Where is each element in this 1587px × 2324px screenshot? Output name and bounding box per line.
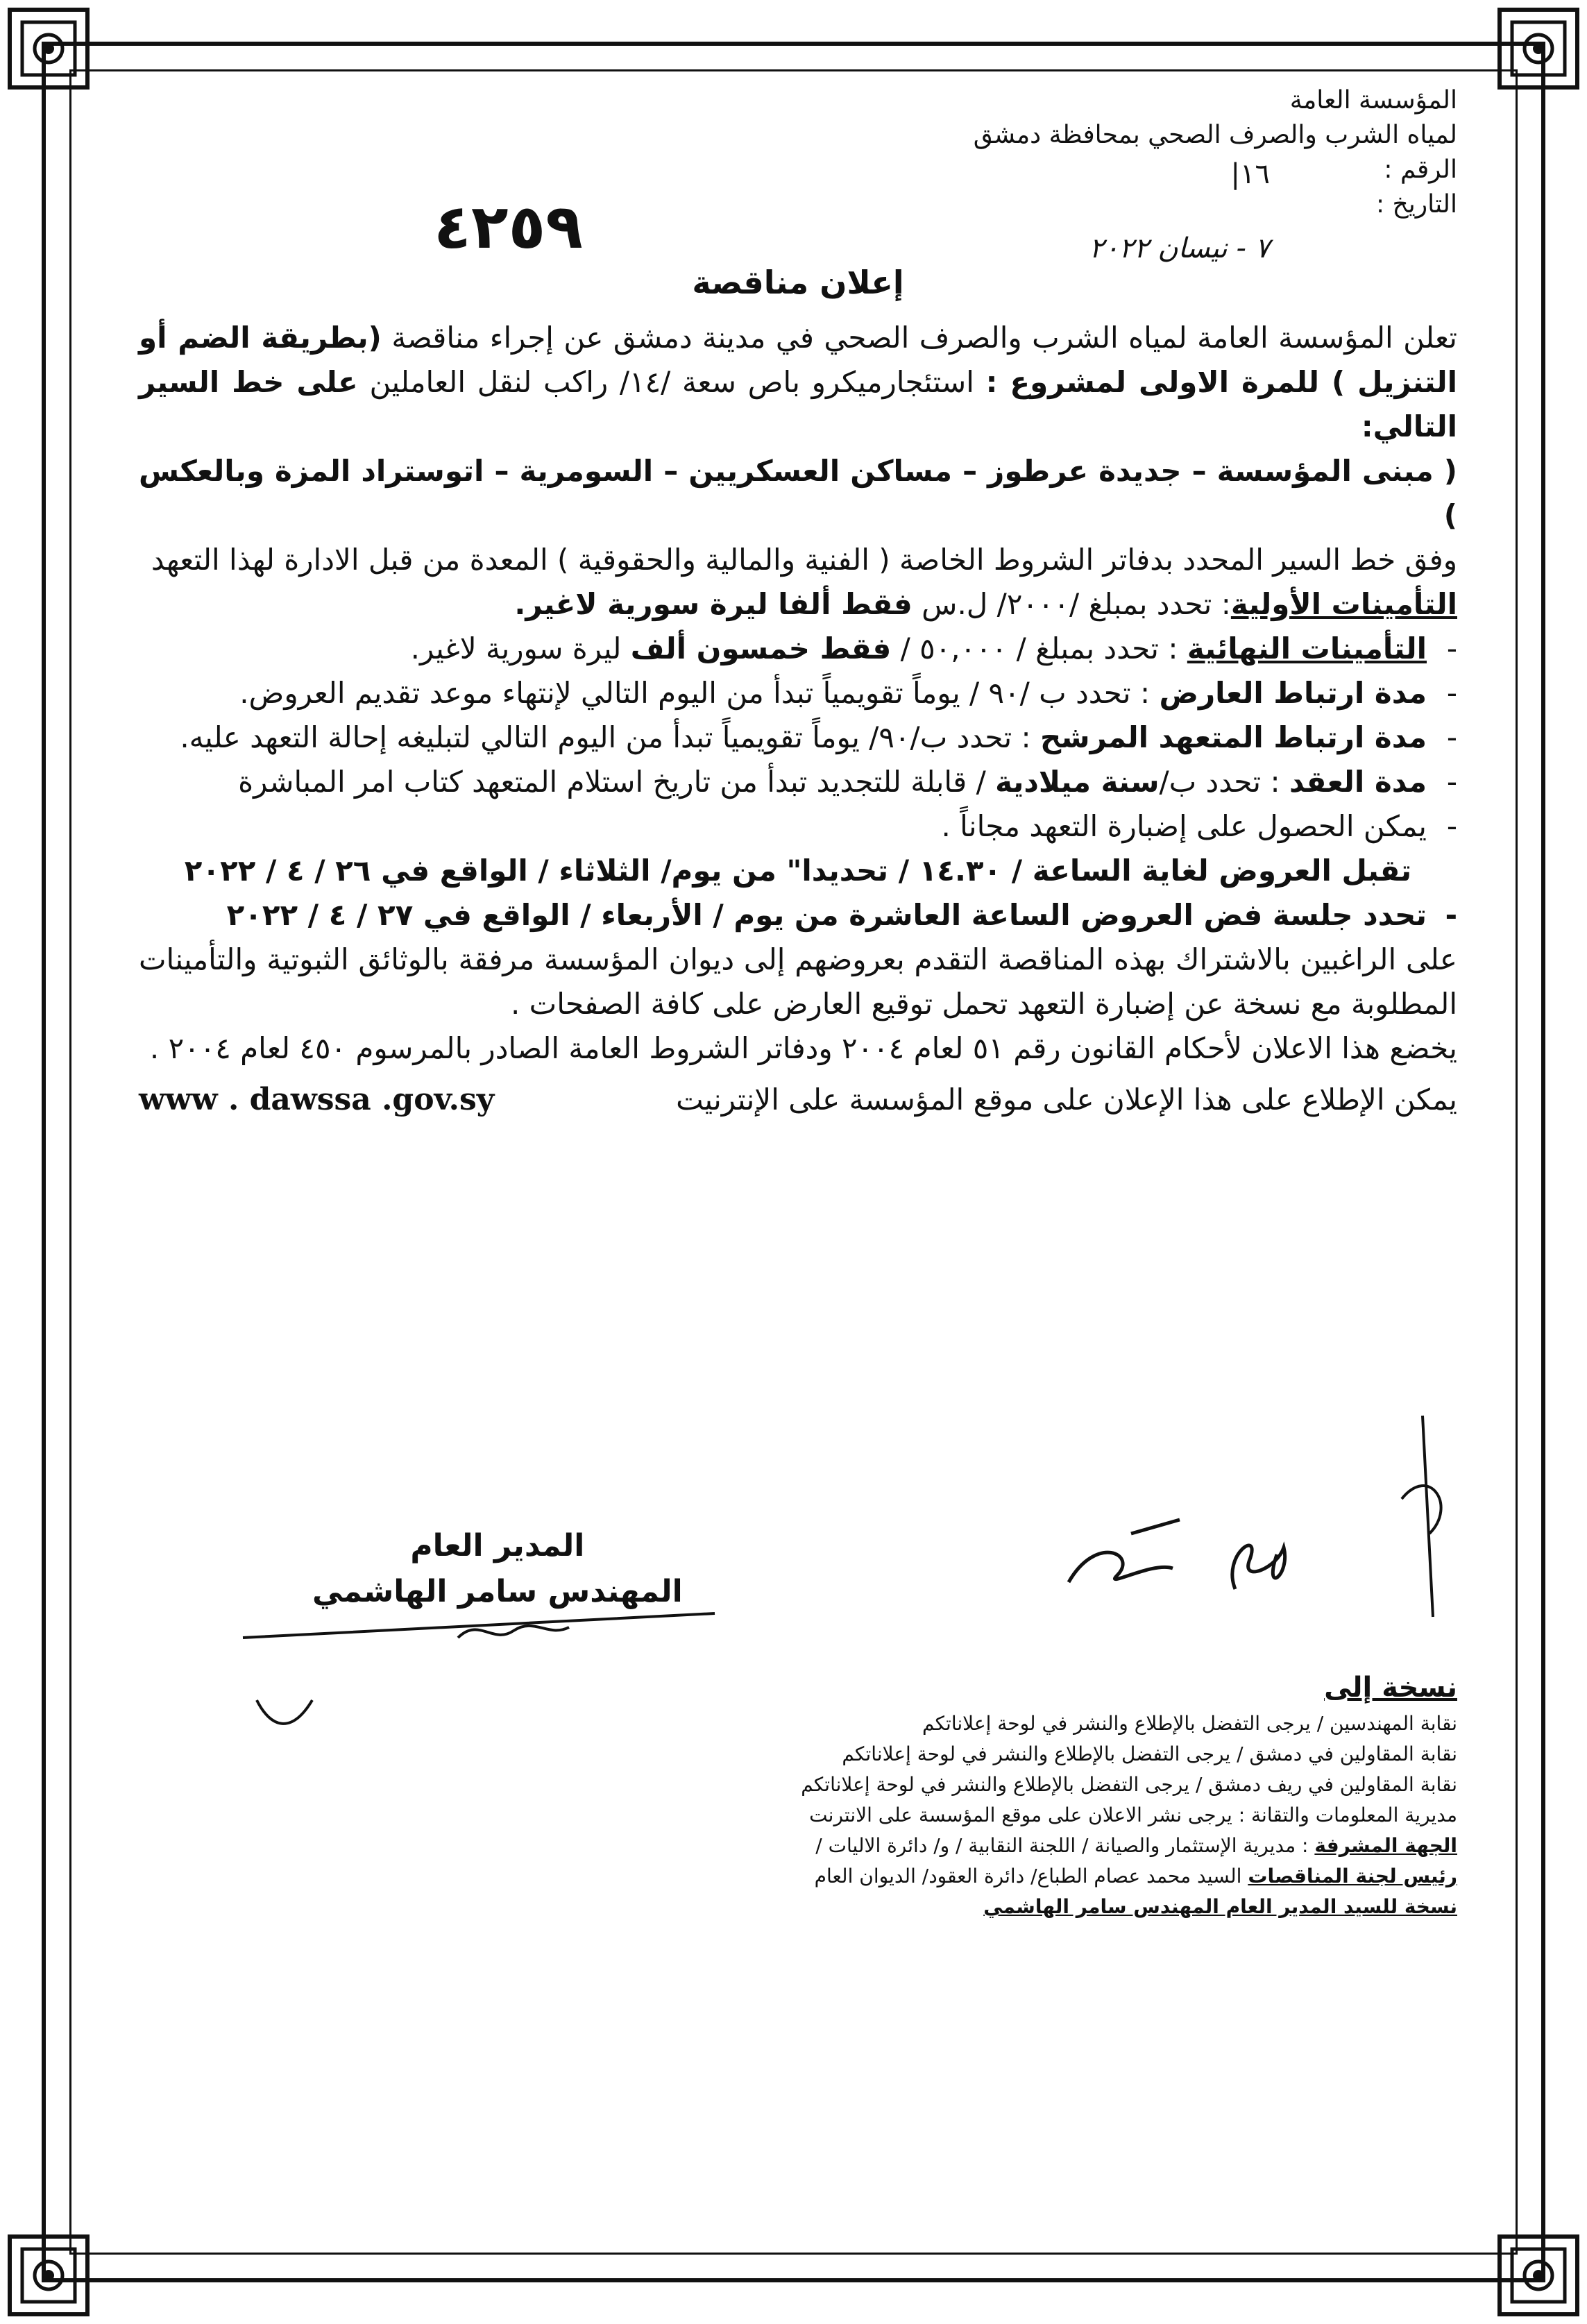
signature-stroke-icon bbox=[229, 1561, 729, 1735]
copies-title: نسخة إلى bbox=[1324, 1672, 1457, 1704]
nominee-commitment-label: مدة ارتباط المتعهد المرشح bbox=[1040, 720, 1427, 754]
bidder-commitment bbox=[139, 671, 1457, 715]
dossier-note: - يمكن الحصول على إضبارة التعهد مجاناً . bbox=[139, 804, 1457, 849]
website-row bbox=[139, 1078, 1457, 1122]
intro-project: استئجارميكرو باص سعة /١٤/ راكب لنقل العاملين bbox=[369, 365, 974, 399]
copy-line-text: السيد محمد عصام الطباع/ دائرة العقود/ الديوان العام bbox=[814, 1865, 1242, 1888]
contract-duration-label: مدة العقد bbox=[1289, 765, 1427, 799]
copies-list bbox=[801, 1672, 1457, 1922]
final-insurance-text: : تحدد بمبلغ / ٥٠,٠٠٠ / bbox=[900, 631, 1178, 665]
contract-duration-value: سنة ميلادية bbox=[995, 765, 1160, 799]
nominee-commitment bbox=[139, 715, 1457, 760]
final-insurance bbox=[139, 627, 1457, 671]
nominee-commitment-text: : تحدد ب/٩٠/ يوماً تقويمياً تبدأ من اليوم التالي لتبليغه إحالة التعهد عليه. bbox=[180, 720, 1031, 754]
copy-line-label: الجهة المشرفة bbox=[1314, 1834, 1457, 1857]
copy-line-label: رئيس لجنة المناقصات bbox=[1248, 1865, 1457, 1888]
intro-bold: (بطريقة الضم أو التنزيل ) للمرة الاولى لمشروع : bbox=[139, 321, 1457, 399]
final-insurance-label: التأمينات النهائية bbox=[1187, 631, 1427, 665]
contract-duration-tail: / قابلة للتجديد تبدأ من تاريخ استلام المتعهد كتاب امر المباشرة bbox=[238, 765, 986, 799]
org-name: المؤسسة العامة bbox=[1289, 86, 1457, 114]
date-label: التاريخ : bbox=[1375, 190, 1457, 219]
copy-line-text: : مديرية الإستثمار والصيانة / اللجنة النقابية / و/ دائرة الاليات / bbox=[815, 1834, 1309, 1857]
initial-insurance-text: : تحدد بمبلغ /٢٠٠٠/ ل.س bbox=[922, 587, 1231, 621]
signature-title: المدير العام bbox=[410, 1528, 585, 1563]
incoming-number: ٤٢٥٩ bbox=[434, 191, 583, 262]
copy-line bbox=[801, 1861, 1457, 1892]
website-url: www . dawssa .gov.sy bbox=[139, 1082, 495, 1117]
date-value: ٧ - نيسان ٢٠٢٢ bbox=[1089, 232, 1270, 264]
opening-line: - تحدد جلسة فض العروض الساعة العاشرة من يوم / الأربعاء / الواقع في ٢٧ / ٤ / ٢٠٢٢ bbox=[139, 893, 1457, 938]
initial-insurance bbox=[139, 582, 1457, 627]
website-text: يمكن الإطلاع على هذا الإعلان على موقع المؤسسة على الإنترنيت bbox=[676, 1083, 1457, 1117]
corner-ornament-icon bbox=[1497, 2234, 1580, 2317]
initial-insurance-label: التأمينات الأولية bbox=[1230, 587, 1457, 621]
document-page bbox=[139, 76, 1457, 2262]
signature-name: المهندس سامر الهاشمي bbox=[312, 1574, 683, 1609]
org-subname: لمياه الشرب والصرف الصحي بمحافظة دمشق bbox=[973, 121, 1457, 149]
intro-route-label: على خط السير التالي: bbox=[139, 365, 1457, 443]
corner-ornament-icon bbox=[1497, 7, 1580, 90]
copy-line: نقابة المهندسين / يرجى التفضل بالإطلاع والنشر في لوحة إعلاناتكم bbox=[922, 1712, 1457, 1735]
route-note: وفق خط السير المحدد بدفاتر الشروط الخاصة ( الفنية والمالية والحقوقية ) المعدة من قبل الادارة لهذا التعهد bbox=[151, 543, 1457, 577]
final-insurance-tail: ليرة سورية لاغير. bbox=[410, 631, 622, 665]
bidder-commitment-label: مدة ارتباط العارض bbox=[1159, 676, 1427, 710]
copy-line bbox=[801, 1831, 1457, 1861]
contract-duration-text: : تحدد ب/ bbox=[1159, 765, 1280, 799]
bidder-commitment-text: : تحدد ب /٩٠ / يوماً تقويمياً تبدأ من اليوم التالي لإنتهاء موعد تقديم العروض. bbox=[239, 676, 1151, 710]
contract-duration bbox=[139, 760, 1457, 804]
final-insurance-amount: فقط خمسون ألف bbox=[630, 631, 892, 665]
copy-line: مديرية المعلومات والتقانة : يرجى نشر الاعلان على موقع المؤسسة على الانترنت bbox=[809, 1804, 1457, 1826]
initial-insurance-amount: فقط ألفا ليرة سورية لاغير. bbox=[514, 587, 913, 621]
law-paragraph: يخضع هذا الاعلان لأحكام القانون رقم ٥١ لعام ٢٠٠٤ ودفاتر الشروط العامة الصادر بالمرسوم ٤٥٠ لعام ٢٠٠٤ . bbox=[149, 1031, 1457, 1065]
corner-ornament-icon bbox=[7, 2234, 90, 2317]
ref-value: ١٦| bbox=[1230, 158, 1270, 190]
intro-paragraph bbox=[139, 316, 1457, 449]
org-header bbox=[974, 83, 1457, 222]
copy-line: نقابة المقاولين في ريف دمشق / يرجى التفضل بالإطلاع والنشر في لوحة إعلاناتكم bbox=[801, 1773, 1457, 1796]
copy-line: نسخة للسيد المدير العام المهندس سامر الهاشمي bbox=[983, 1895, 1457, 1918]
participation-paragraph: على الراغبين بالاشتراك بهذه المناقصة التقدم بعروضهم إلى ديوان المؤسسة مرفقة بالوثائق الثبوتية والتأمينات المطلوبة مع نسخة عن إضبارة التعهد تحمل توقيع العارض على كافة الصفحات . bbox=[139, 942, 1457, 1021]
corner-ornament-icon bbox=[7, 7, 90, 90]
deadline-line: تقبل العروض لغاية الساعة / ١٤.٣٠ / تحديدا" من يوم/ الثلاثاء / الواقع في ٢٦ / ٤ / ٢٠٢٢ bbox=[184, 854, 1412, 888]
ref-label: الرقم : bbox=[1384, 155, 1457, 184]
route-line: ( مبنى المؤسسة – جديدة عرطوز – مساكن العسكريين – السومرية – اتوستراد المزة وبالعكس ) bbox=[139, 454, 1457, 532]
copy-line: نقابة المقاولين في دمشق / يرجى التفضل بالإطلاع والنشر في لوحة إعلاناتكم bbox=[842, 1742, 1457, 1765]
intro-text: تعلن المؤسسة العامة لمياه الشرب والصرف الصحي في مدينة دمشق عن إجراء مناقصة bbox=[391, 321, 1457, 355]
document-title: إعلان مناقصة bbox=[692, 264, 904, 301]
document-body bbox=[139, 316, 1457, 1122]
handwritten-initials-icon bbox=[1055, 1395, 1485, 1631]
